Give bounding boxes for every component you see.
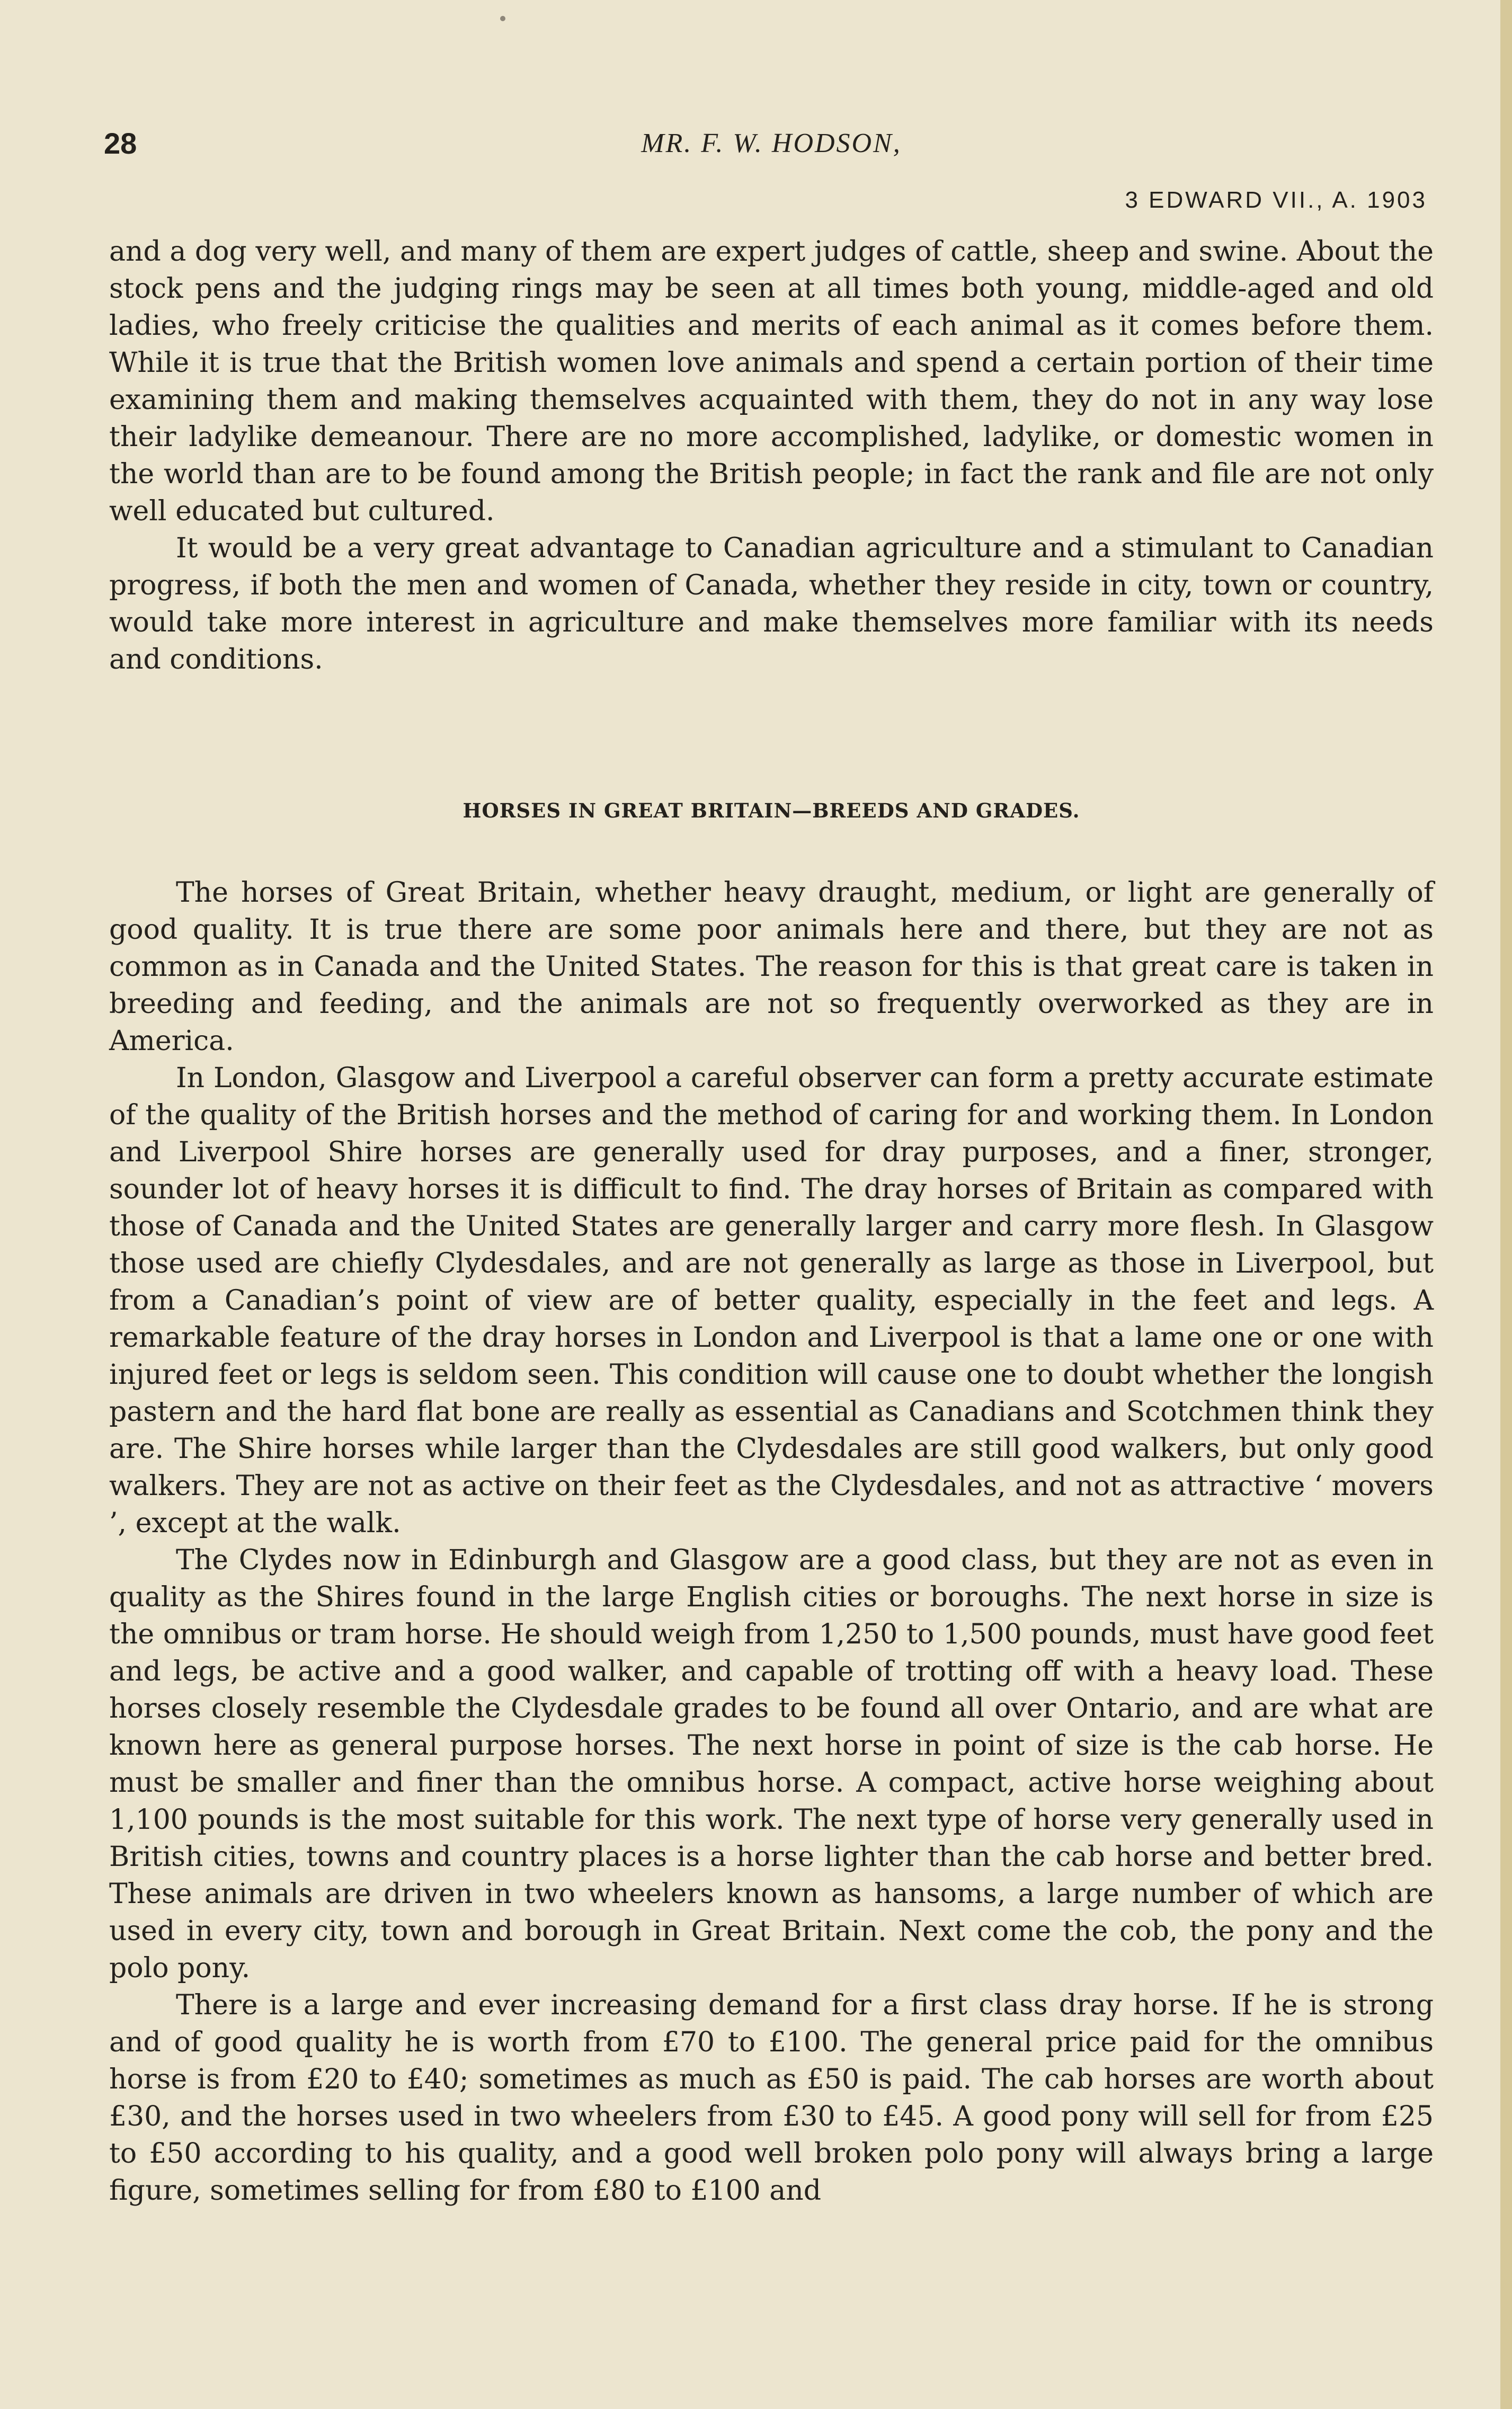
- paragraph: The horses of Great Britain, whether heavy draught, medium, or light are generally of good quality. It is true there are some poor animals here and there, but they are not as common as in Canada and the United States. The reason for this is that great care is taken in breeding and feeding, and the animals are not so frequently overworked as they are in America.: [109, 877, 1434, 1057]
- session-label: 3 EDWARD VII., A. 1903: [1125, 187, 1427, 213]
- paragraph: There is a large and ever increasing demand for a first class dray horse. If he is strong and of good quality he is worth from £70 to £100. The general price paid for the omnibus horse is from £20 to £40; sometimes as much as £50 is paid. The cab horses are worth about £30, and the horses used in two wheelers from £30 to £45. A good pony will sell for from £25 to £50 according to his quality, and a good well broken polo pony will always bring a large figure, sometimes selling for from £80 to £100 and: [109, 1989, 1434, 2207]
- section-body: [109, 874, 1434, 2209]
- page-edge: [1500, 0, 1512, 2409]
- paragraph: The Clydes now in Edinburgh and Glasgow are a good class, but they are not as even in quality as the Shires found in the large English cities or boroughs. The next horse in size is the omnibus or tram horse. He should weigh from 1,250 to 1,500 pounds, must have good feet and legs, be active and a good walker, and capable of trotting off with a heavy load. These horses closely resemble the Clydesdale grades to be found all over Ontario, and are what are known here as general purpose horses. The next horse in point of size is the cab horse. He must be smaller and finer than the omnibus horse. A compact, active horse weighing about 1,100 pounds is the most suitable for this work. The next type of horse very generally used in British cities, towns and country places is a horse lighter than the cab horse and better bred. These animals are driven in two wheelers known as hansoms, a large number of which are used in every city, town and borough in Great Britain. Next come the cob, the pony and the polo pony.: [109, 1544, 1434, 1984]
- paragraph-continued: and a dog very well, and many of them are expert judges of cattle, sheep and swine. About the stock pens and the judging rings may be seen at all times both young, middle-aged and old ladies, who freely criticise the qualities and merits of each animal as it comes before them. While it is true that the British women love animals and spend a certain portion of their time examining them and making themselves acquainted with them, they do not in any way lose their ladylike demeanour. There are no more accomplished, ladylike, or domestic women in the world than are to be found among the British people; in fact the rank and file are not only well educated but cultured.: [109, 236, 1434, 527]
- paragraph: In London, Glasgow and Liverpool a careful observer can form a pretty accurate estimate of the quality of the British horses and the method of caring for and working them. In London and Liverpool Shire horses are generally used for dray purposes, and a finer, stronger, sounder lot of heavy horses it is difficult to find. The dray horses of Britain as compared with those of Canada and the United States are generally larger and carry more flesh. In Glasgow those used are chiefly Clydesdales, and are not generally as large as those in Liverpool, but from a Canadian’s point of view are of better quality, especially in the feet and legs. A remarkable feature of the dray horses in London and Liverpool is that a lame one or one with injured feet or legs is seldom seen. This condition will cause one to doubt whether the longish pastern and the hard flat bone are really as essential as Canadians and Scotchmen think they are. The Shire horses while larger than the Clydesdales are still good walkers, but only good walkers. They are not as active on their feet as the Clydesdales, and not as attractive ‘ movers ’, except at the walk.: [109, 1062, 1434, 1539]
- ink-speck: [500, 16, 505, 21]
- page-header: [104, 120, 1439, 167]
- intro-text: [109, 233, 1434, 678]
- running-head: MR. F. W. HODSON,: [641, 128, 902, 158]
- paragraph: It would be a very great advantage to Canadian agriculture and a stimulant to Canadian progress, if both the men and women of Canada, whether they reside in city, town or country, would take more interest in agriculture and make themselves more familiar with its needs and conditions.: [109, 532, 1434, 675]
- section-heading: HORSES IN GREAT BRITAIN—BREEDS AND GRADES.: [463, 799, 1080, 822]
- page-number: 28: [104, 127, 137, 160]
